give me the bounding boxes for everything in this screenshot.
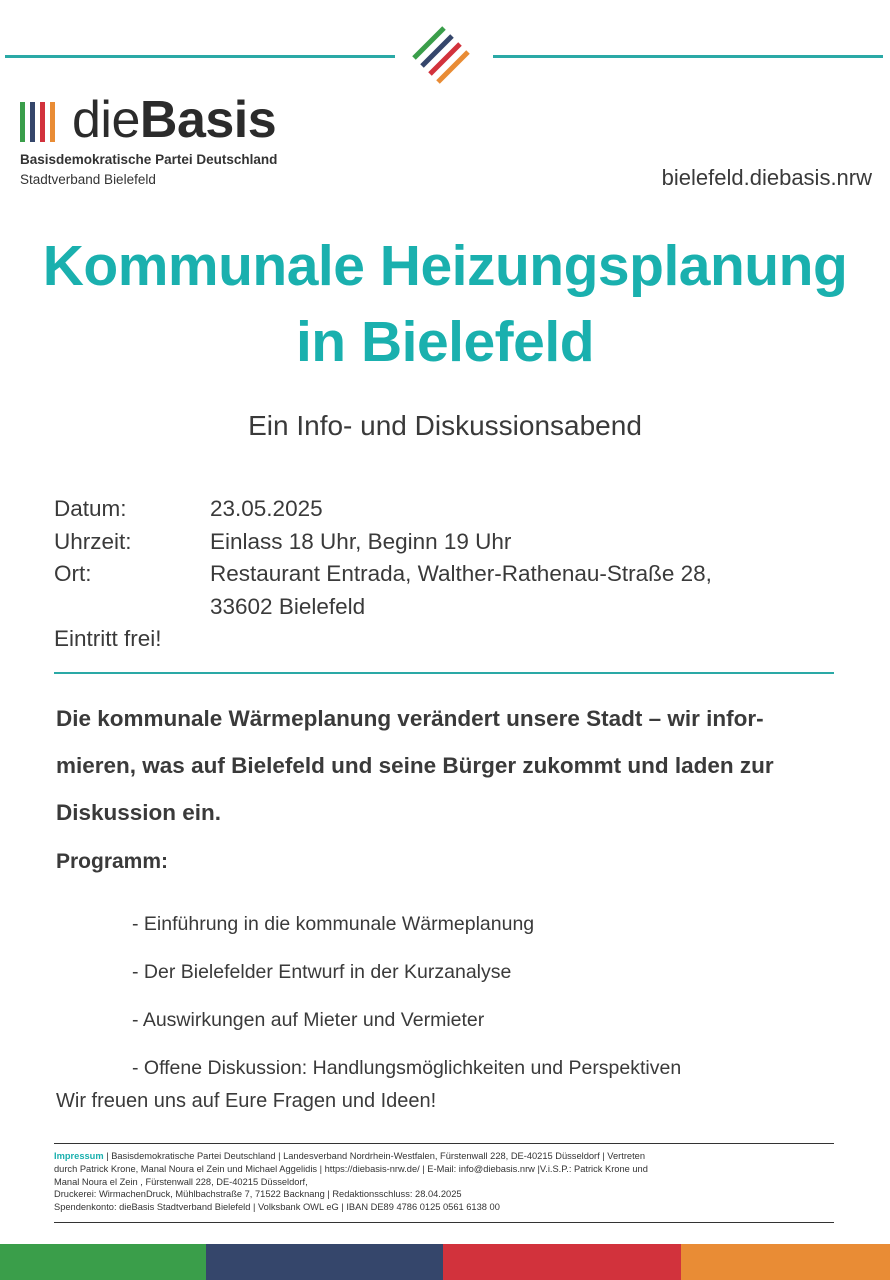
intro-text [56,695,836,836]
time-row [54,526,854,559]
logo-local-branch: Stadtverband Bielefeld [20,172,156,187]
impressum-rule-bottom [54,1222,834,1223]
program-item: - Der Bielefelder Entwurf in der Kurzanalyse [132,961,512,983]
party-logo [20,91,320,196]
program-item: - Einführung in die kommunale Wärmeplanung [132,913,535,935]
time-value: Einlass 18 Uhr, Beginn 19 Uhr [210,528,512,554]
impressum-rule-top [54,1143,834,1144]
program-title: Programm: [56,850,169,873]
impressum-line-5: Spendenkonto: dieBasis Stadtverband Bielefeld | Volksbank OWL eG | IBAN DE89 4786 0125 0561 6138 00 [54,1202,500,1213]
impressum-line-2: durch Patrick Krone, Manal Noura el Zein und Michael Aggelidis | https://diebasis-nrw.de/ | E-Mail: info@diebasis.nrw |V.i.S.P.: Patrick Krone und [54,1163,648,1174]
event-subtitle: Ein Info- und Diskussionsabend [248,410,642,441]
bottom-color-bar [0,1244,890,1280]
place-value-line-2: 33602 Bielefeld [210,593,366,619]
bar-red [443,1244,681,1280]
place-row [54,558,854,591]
place-label: Ort: [54,561,92,586]
title-line-1: Kommunale Heizungsplanung [42,234,848,298]
intro-line-1: Die kommunale Wärmeplanung verändert unsere Stadt – wir infor- [56,706,764,731]
place-value-line-1: Restaurant Entrada, Walther-Rathenau-Straße 28, [210,561,712,586]
date-row [54,493,854,526]
stripes-emblem-icon [412,24,476,88]
impressum [54,1150,754,1214]
top-rule-left [5,55,395,58]
impressum-line-3: Manal Noura el Zein , Fürstenwall 228, DE-40215 Düsseldorf, [54,1176,308,1187]
date-label: Datum: [54,496,127,521]
logo-word-bold: Basis [139,91,277,149]
entry-note: Eintritt frei! [54,626,162,651]
impressum-keyword: Impressum [54,1151,104,1161]
logo-word-light: die [72,91,140,149]
logo-bars-icon [20,102,66,142]
date-value: 23.05.2025 [210,496,323,521]
section-divider [54,672,834,674]
website-url: bielefeld.diebasis.nrw [661,165,872,190]
closing-text: Wir freuen uns auf Eure Fragen und Ideen! [56,1090,437,1112]
time-label: Uhrzeit: [54,528,132,554]
bar-orange [681,1244,890,1280]
bar-blue [206,1244,443,1280]
bar-green [0,1244,206,1280]
place-row-2 [54,591,854,624]
program-item: - Auswirkungen auf Mieter und Vermieter [132,1009,485,1031]
page-title [0,228,890,380]
impressum-line-4: Druckerei: WirmachenDruck, Mühlbachstraße 7, 71522 Backnang | Redaktionsschluss: 28.04.2025 [54,1189,462,1200]
impressum-line-1: Impressum | Basisdemokratische Partei Deutschland | Landesverband Nordrhein-Westfalen, Fürstenwall 228, DE-40215 Düsseldorf | Vertreten [54,1151,646,1161]
event-details [54,493,854,656]
intro-line-2: mieren, was auf Bielefeld und seine Bürger zukommt und laden zur [56,753,774,778]
title-line-2: in Bielefeld [295,310,595,374]
logo-party-name: Basisdemokratische Partei Deutschland [20,152,278,167]
intro-line-3: Diskussion ein. [56,800,222,825]
program-list [132,900,681,1092]
program-item: - Offene Diskussion: Handlungsmöglichkeiten und Perspektiven [132,1057,682,1079]
logo-wordmark [72,92,276,148]
top-rule-right [493,55,883,58]
